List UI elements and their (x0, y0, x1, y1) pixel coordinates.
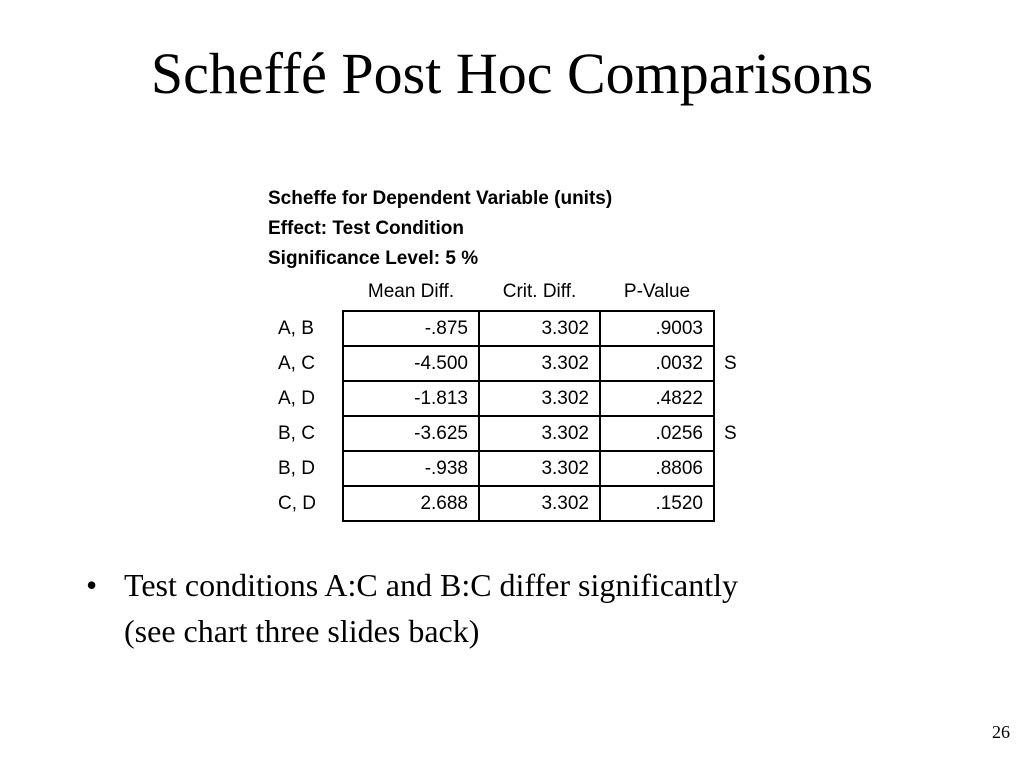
crit-diff-cell: 3.302 (479, 311, 600, 346)
bullet-text-line-2: (see chart three slides back) (124, 613, 480, 649)
row-pair-label: A, B (278, 317, 314, 339)
row-pair-label: C, D (278, 492, 316, 514)
p-value-cell: .1520 (600, 486, 714, 521)
page-number: 26 (992, 722, 1010, 742)
table-row (268, 311, 744, 346)
significance-flag (714, 451, 744, 486)
column-header-pair (268, 274, 343, 311)
table-row (268, 346, 744, 381)
mean-diff-cell: -.875 (343, 311, 479, 346)
row-pair-label: A, D (278, 387, 315, 409)
crit-diff-cell: 3.302 (479, 486, 600, 521)
scheffe-table (268, 274, 744, 522)
bullet-text-line-1: Test conditions A:C and B:C differ significantly (124, 567, 738, 603)
p-value-cell: .8806 (600, 451, 714, 486)
mean-diff-cell: -4.500 (343, 346, 479, 381)
crit-diff-cell: 3.302 (479, 451, 600, 486)
column-header-p-value: P-Value (623, 281, 691, 302)
table-row (268, 451, 744, 486)
mean-diff-cell: 2.688 (343, 486, 479, 521)
bullet-icon: • (86, 567, 98, 603)
crit-diff-cell: 3.302 (479, 346, 600, 381)
mean-diff-cell: -1.813 (343, 381, 479, 416)
mean-diff-cell: -3.625 (343, 416, 479, 451)
significance-flag (714, 486, 744, 521)
crit-diff-cell: 3.302 (479, 381, 600, 416)
column-header-crit-diff: Crit. Diff. (502, 281, 577, 302)
mean-diff-cell: -.938 (343, 451, 479, 486)
row-pair-label: A, C (278, 352, 315, 374)
row-pair-label: B, D (278, 457, 315, 479)
crit-diff-cell: 3.302 (479, 416, 600, 451)
p-value-cell: .9003 (600, 311, 714, 346)
row-pair-label: B, C (278, 422, 315, 444)
table-row (268, 381, 744, 416)
p-value-cell: .0256 (600, 416, 714, 451)
p-value-cell: .0032 (600, 346, 714, 381)
stats-header-significance: Significance Level: 5 % (268, 248, 479, 269)
column-header-significance (714, 274, 744, 311)
bullet-item (124, 562, 944, 654)
significance-flag (714, 381, 744, 416)
table-row (268, 486, 744, 521)
table-header-row (268, 274, 744, 311)
slide-title: Scheffé Post Hoc Comparisons (150, 41, 874, 106)
table-row (268, 416, 744, 451)
stats-header-effect: Effect: Test Condition (268, 218, 464, 239)
significance-flag: S (724, 352, 737, 374)
stats-output-header (268, 184, 768, 274)
column-header-mean-diff: Mean Diff. (367, 281, 455, 302)
significance-flag: S (724, 422, 737, 444)
p-value-cell: .4822 (600, 381, 714, 416)
stats-header-title: Scheffe for Dependent Variable (units) (268, 188, 613, 209)
significance-flag (714, 311, 744, 346)
